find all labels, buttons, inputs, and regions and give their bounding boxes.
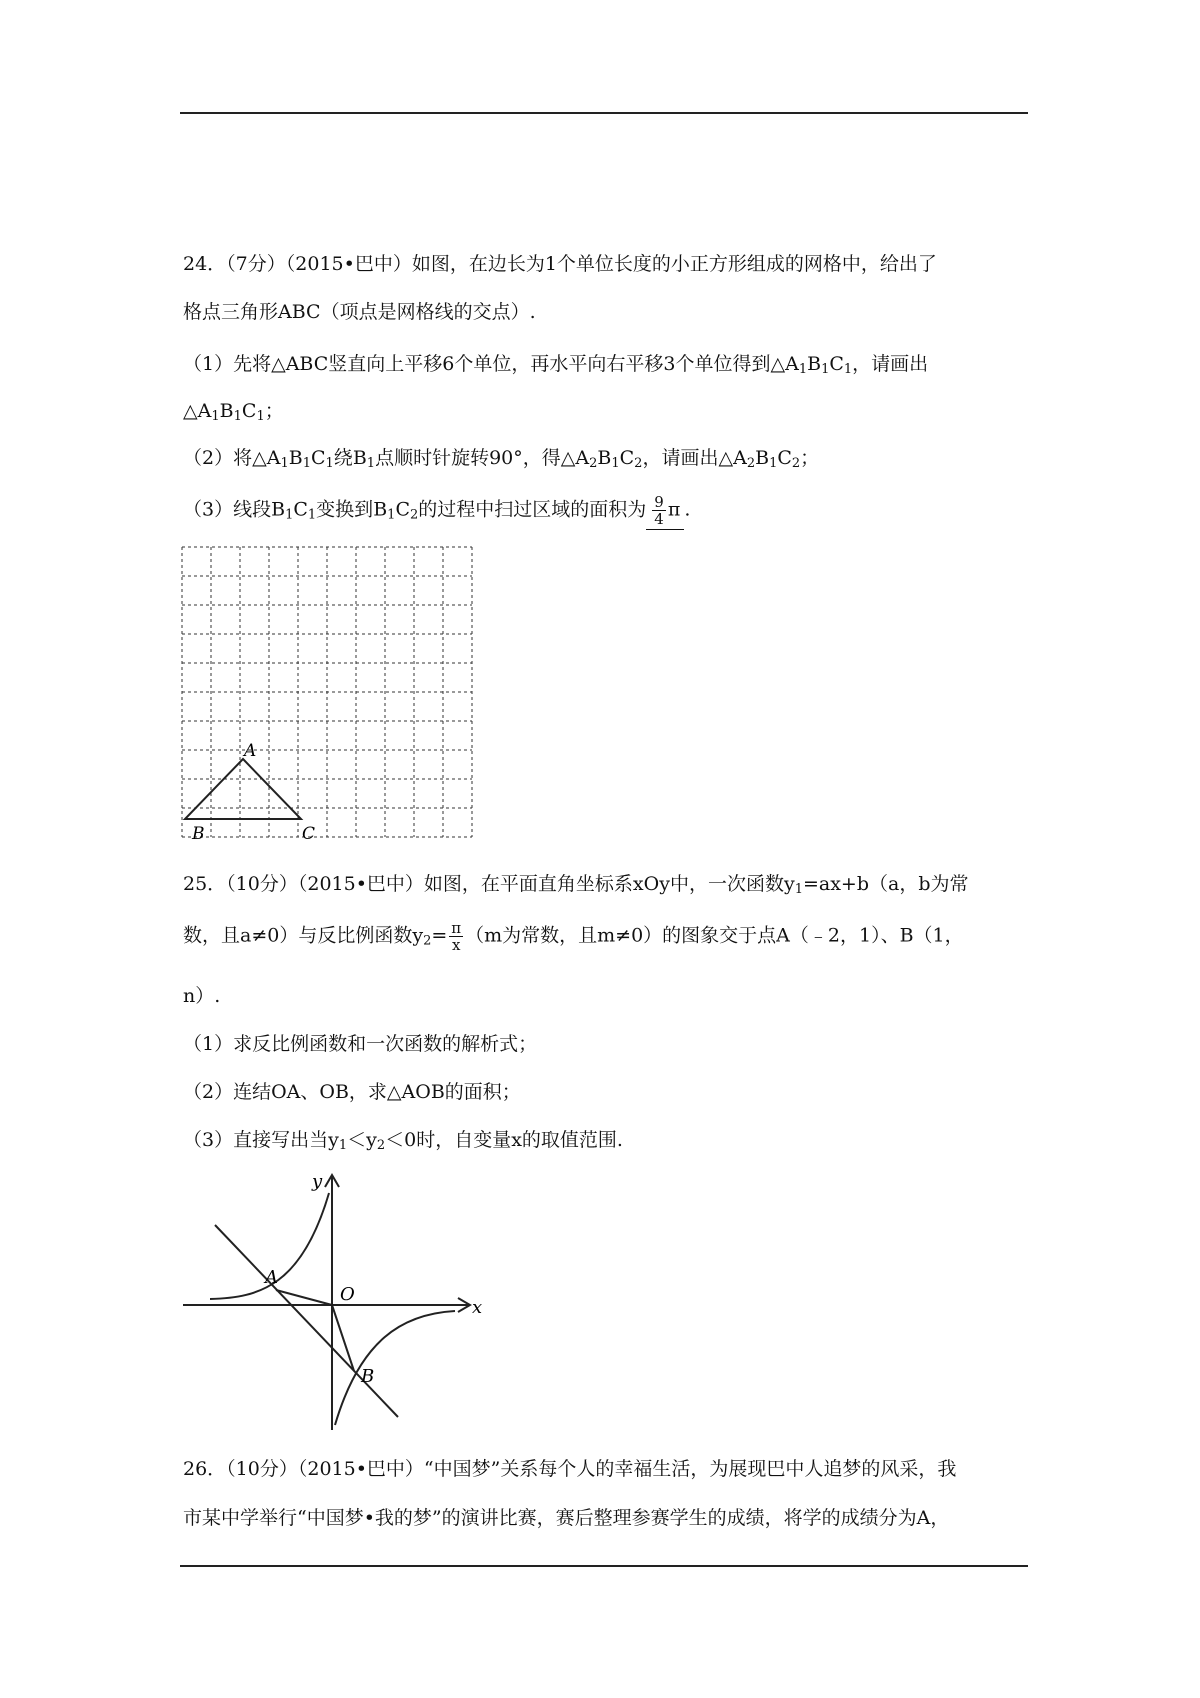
grid-figure xyxy=(180,545,490,857)
q25-fraction: $\frac{\pi}{x}$ xyxy=(451,919,462,954)
graph-label-y: y xyxy=(312,1171,323,1192)
triangle-abc xyxy=(185,759,301,819)
graph-label-b: B xyxy=(361,1366,375,1387)
q25-line-1: 25．（10分）（2015•巴中）如图，在平面直角坐标系xOy中，一次函数$y_1=ax+b(a$，b为常 xyxy=(183,873,969,897)
answer-fraction: $\frac{9}{4}$ xyxy=(654,493,664,528)
q25-line-2: 数，且a≠0）与反比例函数$y_2=$ $\frac{\pi}{x}$ （m为常数，且m≠0）的图象交于点A（﹣2，1）、B（1， xyxy=(183,919,964,954)
q26-line-2: 市某中学举行“中国梦•我的梦”的演讲比赛，赛后整理参赛学生的成绩，将学的成绩分为A， xyxy=(183,1507,950,1529)
grid-label-c: C xyxy=(302,824,316,844)
answer-blank: $\frac{9}{4}$ π xyxy=(646,494,684,530)
q24-part-2: （2）将$\triangle A_1B_1C_1$绕$B_1$点顺时针旋转90°，得$\triangle A_2B_1C_2$，请画出$\triangle A_2B_1C_2$； xyxy=(183,447,820,471)
q25-line-3: n）. xyxy=(183,985,221,1007)
graph-label-a: A xyxy=(265,1267,278,1288)
q24-line-1: 24．（7分）（2015•巴中）如图，在边长为1个单位长度的小正方形组成的网格中，给出了 xyxy=(183,253,937,275)
q24-part-1-cont: $\triangle A_1B_1C_1$； xyxy=(183,400,284,424)
linear-function-line xyxy=(215,1225,398,1417)
function-graph xyxy=(180,1165,490,1435)
q25-part-3: （3）直接写出当$y_1<y_2<0$时，自变量x的取值范围. xyxy=(183,1129,623,1153)
q26-line-1: 26．（10分）（2015•巴中）“中国梦”关系每个人的幸福生活，为展现巴中人追梦的风采，我 xyxy=(183,1458,957,1480)
q24-part-1: （1）先将△ABC竖直向上平移6个单位，再水平向右平移3个单位得到$\triangle A_1B_1C_1$，请画出 xyxy=(183,353,929,377)
header-rule xyxy=(180,112,1028,114)
graph-label-x: x xyxy=(472,1297,483,1318)
segment-ob xyxy=(332,1305,354,1371)
q24-line-2: 格点三角形ABC（项点是网格线的交点）. xyxy=(183,301,536,323)
graph-label-o: O xyxy=(340,1284,355,1305)
grid-label-a: A xyxy=(244,741,257,761)
q25-part-2: （2）连结OA、OB，求△AOB的面积； xyxy=(183,1081,521,1103)
footer-rule xyxy=(180,1565,1028,1567)
grid-lines xyxy=(182,547,472,837)
q25-part-1: （1）求反比例函数和一次函数的解析式； xyxy=(183,1033,538,1055)
grid-label-b: B xyxy=(192,824,205,844)
q24-part-3: （3）线段$B_1C_1$变换到$B_1C_2$的过程中扫过区域的面积为 $\frac{9}{4}$ π . xyxy=(183,493,691,528)
